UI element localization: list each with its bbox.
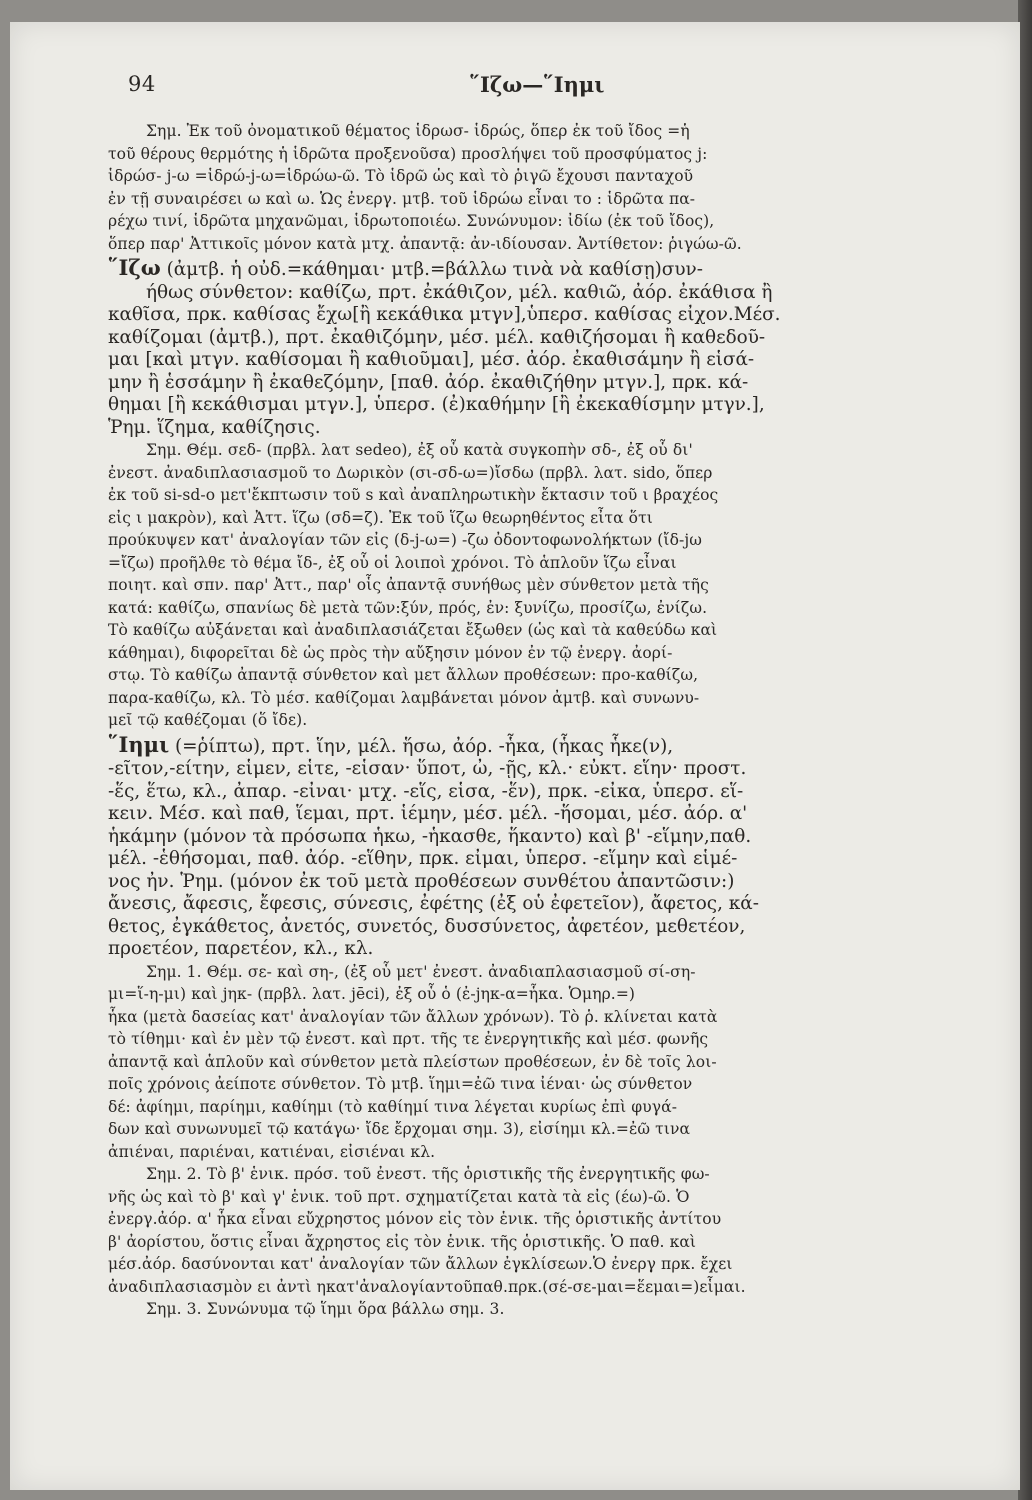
text-line: =ἴζω) προῆλθε τὸ θέμα ἴδ-, ἐξ οὗ οἱ λοιποὶ χρόνοι. Τὸ ἁπλοῦν ἵζω εἶναι xyxy=(108,553,677,572)
text-line: Ῥημ. ἵζημα, καθίζησις. xyxy=(108,416,321,438)
text-line: ποιητ. καὶ σπν. παρ' Ἀττ., παρ' οἷς ἀπαντᾷ συνήθως μὲν σύνθετον μετὰ τῆς xyxy=(108,576,709,594)
text-line: Σημ. Ἐκ τοῦ ὀνοματικοῦ θέματος ἱδρωσ- ἱδρώς, ὅπερ ἐκ τοῦ ἴδος =ἡ xyxy=(146,122,690,140)
text-line xyxy=(108,732,1014,759)
text-line: καθίζομαι (ἀμτβ.), πρτ. ἐκαθιζόμην, μέσ. μέλ. καθιζήσομαι ἢ καθεδοῦ- xyxy=(108,326,766,348)
text-line: ἧκα (μετὰ δασείας κατ' ἀναλογίαν τῶν ἄλλων χρόνων). Τὸ ῥ. κλίνεται κατὰ xyxy=(108,1007,718,1026)
text-line: προετέον, παρετέον, κλ., κλ. xyxy=(108,938,374,959)
text-line: Σημ. Θέμ. σεδ- (πρβλ. λατ sedeo), ἐξ οὗ κατὰ συγκοπὴν σδ-, ἐξ οὗ δι' xyxy=(146,441,693,459)
page-number: 94 xyxy=(128,72,156,96)
dictionary-entries xyxy=(108,120,1014,1321)
page-edge-shadow xyxy=(1018,0,1032,1500)
text-line: ἐκ τοῦ si-sd-o μετ'ἔκπτωσιν τοῦ s καὶ ἀναπληρωτικὴν ἔκτασιν τοῦ ι βραχέος xyxy=(108,486,719,504)
text-line: μέλ. -ἑθήσομαι, παθ. ἀόρ. -εἵθην, πρκ. εἶμαι, ὑπερσ. -εἵμην καὶ εἱμέ- xyxy=(108,848,738,869)
text-line: Σημ. 1. Θέμ. σε- καὶ ση-, (ἐξ οὗ μετ' ἐνεστ. ἀναδιαπλασιασμοῦ σί-ση- xyxy=(146,962,696,981)
text-line xyxy=(108,255,1014,282)
headword: ῞Ιημι xyxy=(108,731,170,757)
entry-text: (=ῥίπτω), πρτ. ἵην, μέλ. ἥσω, ἀόρ. -ἧκα, (ἧκας ἧκε(ν), xyxy=(169,735,674,757)
text-line: νῆς ὡς καὶ τὸ β' καὶ γ' ἑνικ. τοῦ πρτ. σχηματίζεται κατὰ τὰ εἰς (έω)-ῶ. Ὁ xyxy=(108,1187,690,1206)
text-line: τὸ τίθημι· καὶ ἐν μὲν τῷ ἐνεστ. καὶ πρτ. τῆς τε ἐνεργητικῆς καὶ μέσ. φωνῆς xyxy=(108,1030,709,1048)
text-line: Σημ. 2. Τὸ β' ἑνικ. πρόσ. τοῦ ἐνεστ. τῆς ὁριστικῆς τῆς ἐνεργητικῆς φω- xyxy=(146,1165,710,1183)
text-line: μι=ἵ-η-μι) καὶ jηκ- (πρβλ. λατ. jēci), ἐξ οὗ ὁ (ἐ-jηκ-α=ἧκα. Ὁμηρ.=) xyxy=(108,985,636,1003)
book-page xyxy=(10,22,1020,1490)
text-line: θετος, ἐγκάθετος, ἀνετός, συνετός, δυσσύνετος, ἀφετέον, μεθετέον, xyxy=(108,915,746,937)
text-line: ἄνεσις, ἄφεσις, ἔφεσις, σύνεσις, ἐφέτης (ἐξ οὗ ἐφετεῖον), ἄφετος, κά- xyxy=(108,893,759,914)
text-line: ἐνεργ.ἀόρ. α' ἧκα εἶναι εὔχρηστος μόνον εἰς τὸν ἑνικ. τῆς ὁριστικῆς ἀντίτου xyxy=(108,1210,722,1228)
text-line: ἀναδιπλασιασμὸν ει ἀντὶ ηκατ'ἀναλογίαντοῦπαθ.πρκ.(σέ-σε-μαι=ἕεμαι=)εἷμαι. xyxy=(108,1277,746,1296)
text-line: κατά: καθίζω, σπανίως δὲ μετὰ τῶν:ξύν, πρός, ἐν: ξυνίζω, προσίζω, ἐνίζω. xyxy=(108,598,708,617)
text-line: νος ἦν. Ῥημ. (μόνον ἐκ τοῦ μετὰ προθέσεων συνθέτου ἀπαντῶσιν:) xyxy=(108,870,735,892)
text-line: ἐνεστ. ἀναδιπλασιασμοῦ το Δωρικὸν (σι-σδ-ω=)ἴσδω (πρβλ. λατ. sido, ὅπερ xyxy=(108,463,713,482)
text-line: ποῖς χρόνοις ἀείποτε σύνθετον. Τὸ μτβ. ἵημι=ἐῶ τινα ἰέναι· ὡς σύνθετον xyxy=(108,1075,693,1093)
text-line: κειν. Μέσ. καὶ παθ, ἵεμαι, πρτ. ἱέμην, μέσ. μέλ. -ἥσομαι, μέσ. ἀόρ. α' xyxy=(108,803,748,824)
text-line: ἱδρώσ- j-ω =ἱδρώ-j-ω=ἱδρώω-ῶ. Τὸ ἱδρῶ ὡς καὶ τὸ ῥιγῶ ἔχουσι πανταχοῦ xyxy=(108,167,694,185)
text-line: -ἕς, ἕτω, κλ., ἀπαρ. -εἶναι· μτχ. -εἵς, εἷσα, -ἕν), πρκ. -εἶκα, ὑπερσ. εἵ- xyxy=(108,780,744,802)
text-line: ήθως σύνθετον: καθίζω, πρτ. ἐκάθιζον, μέλ. καθιῶ, ἀόρ. ἐκάθισα ἢ xyxy=(146,281,773,303)
text-line: δέ: ἀφίημι, παρίημι, καθίημι (τὸ καθίημί τινα λέγεται κυρίως ἐπὶ φυγά- xyxy=(108,1097,678,1116)
text-line: ἡκάμην (μόνον τὰ πρόσωπα ἧκω, -ἧκασθε, ἥκαντο) καὶ β' -εἵμην,παθ. xyxy=(108,825,752,847)
text-line: μεῖ τῷ καθέζομαι (ὅ ἴδε). xyxy=(108,711,308,729)
text-line: ἀπαντᾷ καὶ ἁπλοῦν καὶ σύνθετον μετὰ πλείστων προθέσεων, ἐν δὲ τοῖς λοι- xyxy=(108,1052,717,1071)
page-header xyxy=(10,72,1020,104)
text-line: μέσ.ἀόρ. δασύνονται κατ' ἀναλογίαν τῶν ἄλλων ἐγκλίσεων.Ὁ ἐνεργ πρκ. ἔχει xyxy=(108,1255,733,1273)
headword: ῞Ιζω xyxy=(108,255,161,280)
entry-text: (ἀμτβ. ἡ οὐδ.=κάθημαι· μτβ.=βάλλω τινὰ νὰ καθίσῃ)συν- xyxy=(160,259,703,280)
text-line: Σημ. 3. Συνώνυμα τῷ ἵημι ὅρα βάλλω σημ. 3. xyxy=(146,1300,505,1318)
text-line: τοῦ θέρους θερμότης ἡ ἱδρῶτα προξενοῦσα) προσλήψει τοῦ προσφύματος j: xyxy=(108,144,708,163)
text-line: ρέχω τινί, ἱδρῶτα μηχανῶμαι, ἱδρωτοποιέω. Συνώνυμον: ἰδίω (ἐκ τοῦ ἴδος), xyxy=(108,212,715,230)
text-line: δων καὶ συνωνυμεῖ τῷ κατάγω· ἴδε ἔρχομαι σημ. 3), εἰσίημι κλ.=ἐῶ τινα xyxy=(108,1120,691,1138)
text-line: ἐν τῇ συναιρέσει ω καὶ ω. Ὡς ἐνεργ. μτβ. τοῦ ἱδρώω εἶναι το : ἱδρῶτα πα- xyxy=(108,189,696,208)
text-line: ἀπιέναι, παριέναι, κατιέναι, εἰσιέναι κλ. xyxy=(108,1142,436,1161)
text-line: β' ἀορίστου, ὅστις εἶναι ἄχρηστος εἰς τὸν ἑνικ. τῆς ὁριστικῆς. Ὁ παθ. καὶ xyxy=(108,1232,697,1251)
text-line: μην ἢ ἑσσάμην ἢ ἐκαθεζόμην, [παθ. ἀόρ. ἐκαθιζήθην μτγν.], πρκ. κά- xyxy=(108,371,749,393)
text-line: παρα-καθίζω, κλ. Τὸ μέσ. καθίζομαι λαμβάνεται μόνον ἀμτβ. καὶ συνωνυ- xyxy=(108,688,700,707)
running-head: ῞Ιζω—῞Ιημι xyxy=(469,72,605,97)
text-line: κάθημαι), διφορεῖται δὲ ὡς πρὸς τὴν αὔξησιν μόνον ἐν τῷ ἐνεργ. ἀορί- xyxy=(108,643,673,662)
text-line: εἰς ι μακρὸν), καὶ Ἀττ. ἵζω (σδ=ζ). Ἐκ τοῦ ἵζω θεωρηθέντος εἶτα ὅτι xyxy=(108,508,653,527)
text-line: -εῖτον,-είτην, εἷμεν, εἷτε, -εἷσαν· ὕποτ, ὦ, -ῇς, κλ.· εὐκτ. εἵην· προστ. xyxy=(108,758,747,779)
text-line: καθῖσα, πρκ. καθίσας ἔχω[ἢ κεκάθικα μτγν],ὑπερσ. καθίσας εἶχον.Μέσ. xyxy=(108,304,781,325)
text-line: θημαι [ἢ κεκάθισμαι μτγν.], ὑπερσ. (ἐ)καθήμην [ἢ ἐκεκαθίσμην μτγν.], xyxy=(108,394,765,415)
text-line: στῳ. Τὸ καθίζω ἀπαντᾷ σύνθετον καὶ μετ ἄλλων προθέσεων: προ-καθίζω, xyxy=(108,666,699,684)
text-line: ὅπερ παρ' Ἀττικοῖς μόνον κατὰ μτχ. ἀπαντᾷ: ἀν-ιδίουσαν. Ἀντίθετον: ῥιγώω-ῶ. xyxy=(108,234,742,253)
text-line: μαι [καὶ μτγν. καθίσομαι ἢ καθιοῦμαι], μέσ. ἀόρ. ἐκαθισάμην ἢ εἱσά- xyxy=(108,349,755,370)
text-line: προύκυψεν κατ' ἀναλογίαν τῶν εἰς (δ-j-ω=) -ζω ὀδοντοφωνολήκτων (ἴδ-jω xyxy=(108,531,702,549)
text-line: Τὸ καθίζω αὐξάνεται καὶ ἀναδιπλασιάζεται ἔξωθεν (ὡς καὶ τὰ καθεύδω καὶ xyxy=(108,621,718,639)
